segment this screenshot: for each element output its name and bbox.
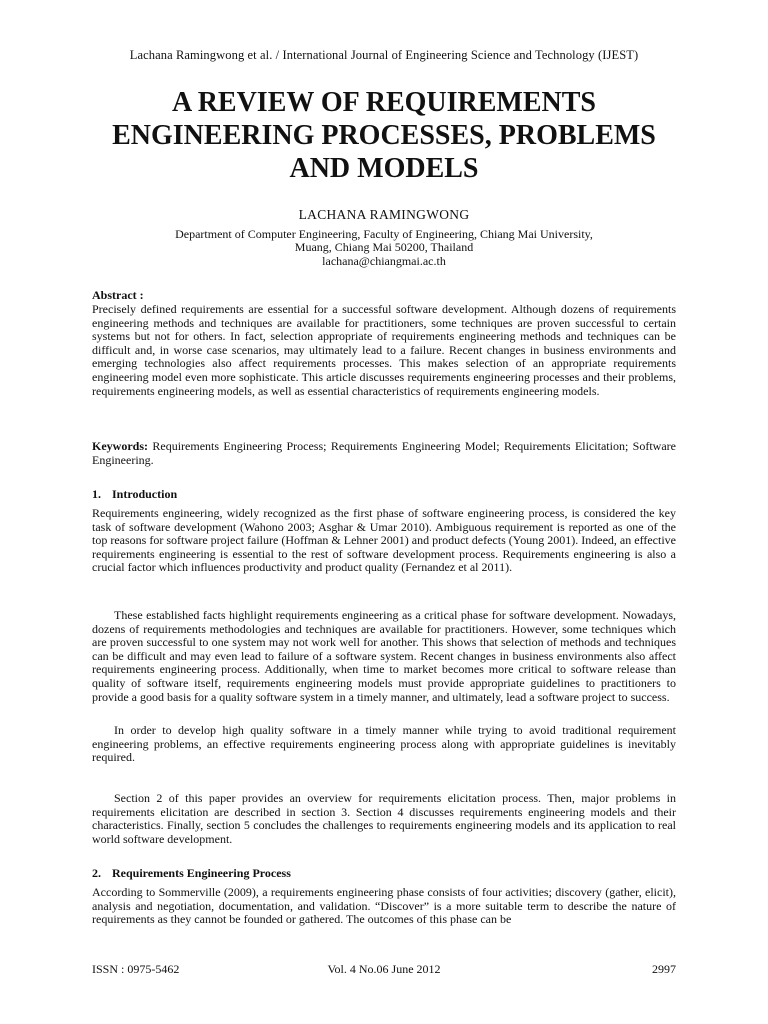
abstract-label: Abstract : [92,288,144,302]
section-2-heading [92,867,676,881]
paragraph-text: Requirements engineering, widely recognized as the first phase of software engineering process, is considered the key task of software development (Wahono 2003; Asghar & Umar 2010). Ambiguous requirement is reported as one of the top reasons for software project failure (Hoffman & Lehner 2001) and product defects (Young 2001). Indeed, an effective requirements engineering is essential to the rest of software development process. Requirements engineering is also a crucial factor which influences productivity and product quality (Fernandez et al 2011). [92,506,676,575]
affiliation-line-1: Department of Computer Engineering, Faculty of Engineering, Chiang Mai University, [175,227,593,241]
affiliation [90,228,678,268]
paper-title: A REVIEW OF REQUIREMENTS ENGINEERING PROCESSES, PROBLEMS AND MODELS [112,87,656,184]
keywords [92,440,676,467]
affiliation-line-2: Muang, Chiang Mai 50200, Thailand [294,240,474,255]
abstract-text [92,303,676,398]
keywords-label: Keywords: [92,439,148,453]
section-1-number: 1. [92,487,101,501]
abstract-paragraph: Precisely defined requirements are essential for a successful software development. Although dozens of requirements engineering methods and techniques are available for practitioners, some techniques are proven successful to certain systems but not for others. In fact, selection appropriate of requirements engineering methods and techniques can be difficult and, in worse case scenarios, may ultimately lead to a failure. Recent changes in business environments and emerging technologies also affect requirements processes. This makes selection of an appropriate requirements engineering model even more sophisticate. This article discusses requirements engineering processes and their problems, requirements engineering models, as well as essential characteristics of requirements engineering models. [92,302,676,398]
section-2-title: Requirements Engineering Process [112,866,291,880]
section-1-paragraph-4 [92,792,676,846]
section-2-number: 2. [92,866,101,880]
section-1-paragraph-1 [92,507,676,575]
section-1-paragraph-2 [92,609,676,704]
author-email[interactable]: lachana@chiangmai.ac.th [322,253,446,268]
keywords-text: Requirements Engineering Process; Requirements Engineering Model; Requirements Elicitation; Software Engineering. [92,439,676,467]
section-1-paragraph-3 [92,724,676,765]
paragraph-text: According to Sommerville (2009), a requirements engineering phase consists of four activities; discovery (gather, elicit), analysis and negotiation, documentation, and validation. “Discover” is a more suitable term to describe the nature of requirements as they cannot be founded or gathered. The outcomes of this phase can be [92,885,676,927]
footer-page-number: 2997 [652,962,676,976]
footer-volume: Vol. 4 No.06 June 2012 [327,962,441,976]
paragraph-text: In order to develop high quality software in a timely manner while trying to avoid traditional requirement engineering problems, an effective requirements engineering process along with appropriate guidelines is inevitably required. [92,723,676,765]
paragraph-text: Section 2 of this paper provides an overview for requirements elicitation process. Then, major problems in requirements elicitation are described in section 3. Section 4 discusses requirements engineering models and their characteristics. Finally, section 5 concludes the challenges to requirements engineering models and its application to real world software development. [92,791,676,846]
running-head: Lachana Ramingwong et al. / International Journal of Engineering Science and Technology (IJEST) [129,48,639,62]
section-2-paragraph-1 [92,886,676,927]
section-1-heading [92,488,676,502]
footer-issn: ISSN : 0975-5462 [92,962,180,976]
section-1-title: Introduction [112,487,178,501]
paragraph-text: These established facts highlight requirements engineering as a critical phase for software development. Nowadays, dozens of requirements methodologies and techniques are available for practitioners. However, some techniques which are proven successful to one system may not work well for another. This shows that selection of methods and techniques can be difficult and may even lead to failure of a software system. Recent changes in business environments also affect requirements engineering process. Additionally, when time to market becomes more critical to software release than quality of software itself, requirements engineering models must provide appropriate guidelines to practitioners to provide a good basis for a quality software system in a timely manner, and ultimately, lead a software project to success. [92,608,676,704]
author-name: LACHANA RAMINGWONG [298,207,470,222]
